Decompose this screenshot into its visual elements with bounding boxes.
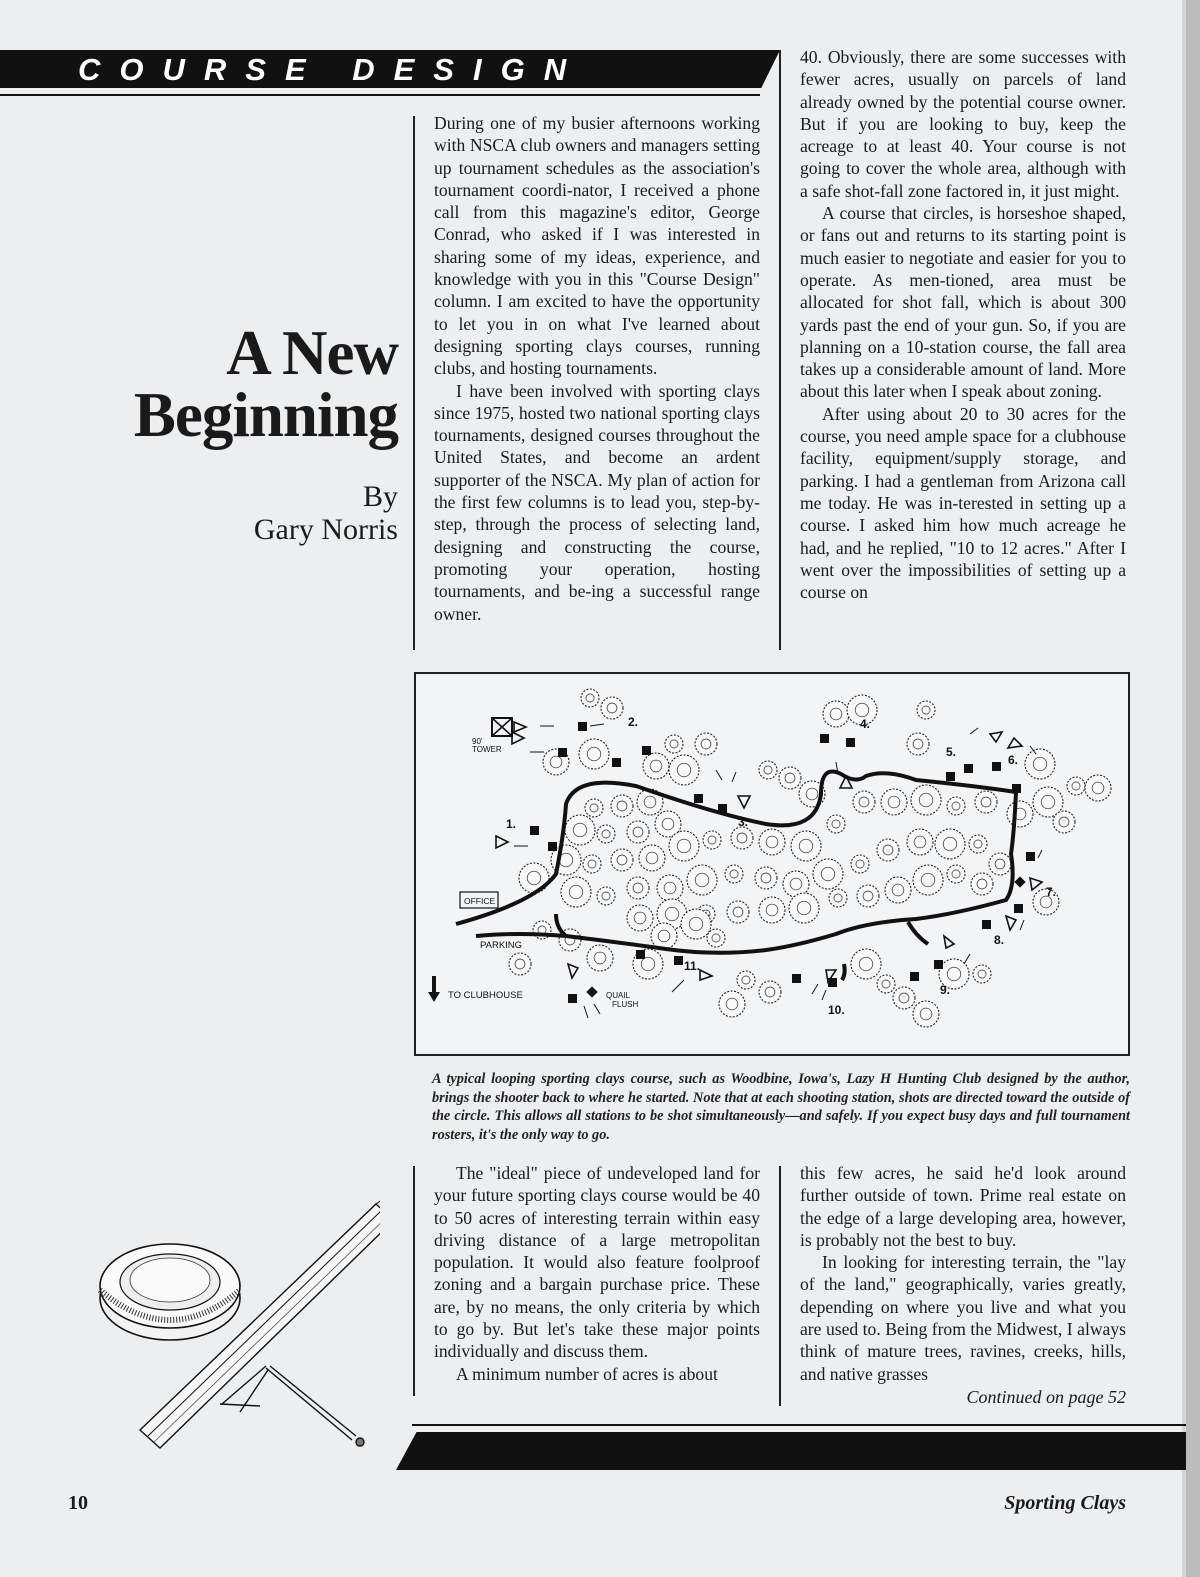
tree-icon — [913, 865, 943, 895]
paragraph: 40. Obviously, there are some successes with fewer acres, usually on parcels of land already owned by the potential course owner. But if you are looking to buy, keep the acreage to at least 40. Your course is not going to cover the whole area, although with a safe shot-fall zone factored in, it just might. — [800, 47, 1126, 201]
column-rule — [413, 116, 415, 650]
tree-icon — [947, 797, 965, 815]
station-1-label: 1. — [506, 817, 517, 831]
tree-icon — [725, 865, 743, 883]
tree-icon — [579, 739, 609, 769]
paragraph: The "ideal" piece of undeveloped land for your future sporting clays course would be 40 to 50 acres of interesting terrain within easy driving distance of a large metropolitan population. It would also feature foolproof zoning and a bargain purchase price. These are, by no means, the only criteria by which to go by. But let's take these major points individually and discuss them. — [434, 1163, 760, 1362]
station-stand — [612, 758, 621, 767]
station-stand — [1026, 852, 1035, 861]
tree-icon — [583, 855, 601, 873]
paragraph: A course that circles, is horseshoe shaped, or fans out and returns to its starting point is much easier to negotiate and easier for you to operate. As men-tioned, area must be allocated for shot fall, which is about 300 yards past the end of your gun. So, if you are planning on a 10-station course, the fall area takes up a considerable amount of land. More about this later when I speak about zoning. — [800, 203, 1126, 402]
trap-marker — [496, 836, 508, 848]
station-stand — [578, 722, 587, 731]
station-10-label: 10. — [828, 1003, 845, 1017]
station-6-label: 6. — [1008, 753, 1019, 767]
tree-icon — [565, 815, 595, 845]
paragraph: A minimum number of acres is about — [456, 1363, 718, 1384]
tree-icon — [779, 767, 801, 789]
tree-icon — [627, 877, 649, 899]
tree-icon — [727, 901, 749, 923]
page-edge — [1186, 0, 1200, 1577]
byline-author: Gary Norris — [253, 513, 398, 546]
station-stand — [934, 960, 943, 969]
station-stand — [558, 748, 567, 757]
station-9-label: 9. — [940, 983, 951, 997]
station-stand — [982, 920, 991, 929]
tree-icon — [759, 981, 781, 1003]
course-path — [842, 964, 845, 980]
trap-marker — [1030, 878, 1042, 890]
station-3-label: 3. — [738, 815, 749, 829]
paragraph: During one of my busier afternoons working with NSCA club owners and managers setting up tournament schedules as the association's tournament coordi-nator, I received a phone call from this magazine's editor, George Conrad, who asked if I was interested in sharing some of my ideas, experience, and knowledge with you in this "Course Design" column. I am excited to have the opportunity to let you in on what I've learned about designing sporting clays courses, running clubs, and hosting tournaments. — [434, 113, 760, 379]
compass — [220, 1366, 364, 1446]
tree-icon — [627, 821, 649, 843]
station-stand — [820, 734, 829, 743]
headline-line-2: Beginning — [133, 380, 398, 450]
header-rule — [0, 94, 760, 96]
tree-icon — [719, 991, 745, 1017]
course-path — [556, 914, 566, 936]
clubhouse-arrow — [428, 976, 440, 1002]
tree-icon — [789, 893, 819, 923]
station-7-label: 7. — [1046, 885, 1057, 899]
tree-icon — [935, 829, 965, 859]
article-column-1 — [434, 112, 760, 625]
figure-caption: A typical looping sporting clays course, such as Woodbine, Iowa's, Lazy H Hunting Club designed by the author, brings the shooter back to where he started. Note that at each shooting station, shots are directed toward the outside of the circle. This allows all stations to be shot simultaneously—and safely. If you expect busy days and full tournament rosters, it's the only way to go. — [432, 1071, 1130, 1143]
station-4-label: 4. — [860, 717, 871, 731]
tree-icon — [627, 905, 653, 931]
tree-icon — [587, 945, 613, 971]
tower-label: TOWER — [472, 745, 502, 754]
footer-bar — [396, 1432, 1186, 1470]
tree-icon — [911, 785, 941, 815]
tree-icon — [989, 853, 1011, 875]
station-stand — [530, 826, 539, 835]
tree-icon — [585, 799, 603, 817]
tree-icon — [703, 831, 721, 849]
page-number: 10 — [68, 1492, 88, 1514]
flush-label: FLUSH — [612, 1000, 639, 1009]
tree-icon — [823, 701, 849, 727]
tree-icon — [639, 845, 665, 871]
tree-icon — [581, 689, 599, 707]
tree-icon — [853, 791, 875, 813]
tree-icon — [759, 897, 785, 923]
tree-icon — [759, 761, 777, 779]
quail-label: QUAIL — [606, 991, 631, 1000]
tree-icon — [695, 733, 717, 755]
tree-icon — [681, 909, 711, 939]
station-stand — [946, 772, 955, 781]
trap-marker — [700, 970, 712, 980]
tree-icon — [1007, 801, 1033, 827]
tree-icon — [851, 949, 881, 979]
tree-icon — [827, 815, 845, 833]
tree-icon — [759, 829, 785, 855]
course-path — [908, 922, 928, 944]
clay-target — [100, 1244, 240, 1340]
station-stand — [792, 974, 801, 983]
station-stand — [992, 762, 1001, 771]
tree-icon — [893, 987, 915, 1009]
byline-by: By — [362, 480, 398, 513]
tree-icon — [791, 831, 821, 861]
tree-icon — [561, 877, 591, 907]
tree-icon — [737, 971, 755, 989]
tree-icon — [519, 863, 549, 893]
trap-marker — [990, 732, 1002, 742]
tree-icon — [907, 733, 929, 755]
tree-icon — [707, 929, 725, 947]
article-column-3 — [434, 1162, 760, 1385]
tower-height-label: 90' — [472, 737, 483, 746]
station-11-label: 11. — [684, 959, 701, 973]
to-clubhouse-label: TO CLUBHOUSE — [448, 990, 523, 1001]
course-map — [414, 672, 1130, 1056]
tree-icon — [601, 697, 623, 719]
clay-target-and-drafting-tools-illustration — [90, 1190, 380, 1460]
footer-rule — [412, 1424, 1186, 1426]
tree-icon — [665, 735, 683, 753]
section-title: COURSE DESIGN — [78, 52, 586, 87]
tree-icon — [913, 1001, 939, 1027]
station-5-label: 5. — [946, 745, 957, 759]
article-column-4 — [800, 1162, 1126, 1385]
trees — [509, 689, 1111, 1027]
tree-icon — [877, 975, 895, 993]
tree-icon — [917, 701, 935, 719]
tree-icon — [657, 875, 683, 901]
trap-marker — [1008, 738, 1022, 748]
station-stand — [586, 986, 597, 997]
byline — [140, 480, 398, 546]
headline — [40, 318, 398, 450]
tree-icon — [669, 831, 699, 861]
tree-icon — [1053, 811, 1075, 833]
tree-icon — [643, 753, 669, 779]
station-stand — [674, 956, 683, 965]
paragraph: After using about 20 to 30 acres for the course, you need ample space for a clubhouse facility, equipment/supply storage, and parking. I had a gentleman from Arizona call me today. He was in-terested in setting up a course. I asked him how much acreage he had, and he replied, "10 to 12 acres." After I went over the impossibilities of setting up a course on — [800, 403, 1126, 603]
tree-icon — [1085, 775, 1111, 801]
tree-icon — [971, 873, 993, 895]
tree-icon — [755, 867, 777, 889]
tree-icon — [731, 827, 753, 849]
paragraph: this few acres, he said he'd look around further outside of town. Prime real estate on the edge of a large developing area, however, is probably not the best to buy. — [800, 1163, 1126, 1250]
tree-icon — [687, 865, 717, 895]
station-stand — [964, 764, 973, 773]
trap-marker — [944, 936, 954, 948]
station-stand — [910, 972, 919, 981]
course-map-drawing — [416, 674, 1128, 1054]
paragraph: In looking for interesting terrain, the "lay of the land," geographically, varies greatly, depending on where you live and what you are used to. Being from the Midwest, I always think of mature trees, ravines, creeks, hills, and native grasses — [800, 1252, 1126, 1384]
continued-note: Continued on page 52 — [966, 1387, 1126, 1407]
station-2-label: 2. — [628, 715, 639, 729]
tree-icon — [1025, 749, 1055, 779]
tree-icon — [907, 829, 933, 855]
tree-icon — [877, 839, 899, 861]
station-stand — [718, 804, 727, 813]
tree-icon — [973, 965, 991, 983]
tree-icon — [597, 887, 615, 905]
station-stand — [1014, 876, 1025, 887]
trap-marker — [738, 796, 750, 808]
station-stand — [846, 738, 855, 747]
tree-icon — [597, 825, 615, 843]
tree-icon — [969, 835, 987, 853]
station-stand — [694, 794, 703, 803]
tree-icon — [611, 795, 633, 817]
station-stand — [642, 746, 651, 755]
tree-icon — [947, 865, 965, 883]
tree-icon — [813, 859, 843, 889]
tree-icon — [669, 755, 699, 785]
column-rule — [779, 1166, 781, 1406]
tree-icon — [857, 885, 879, 907]
article-column-2 — [800, 46, 1126, 603]
tree-icon — [829, 889, 847, 907]
tree-icon — [1067, 777, 1085, 795]
tree-icon — [881, 789, 907, 815]
tree-icon — [509, 953, 531, 975]
station-stand — [548, 842, 557, 851]
station-stand — [1014, 904, 1023, 913]
column-rule — [779, 50, 781, 650]
tree-icon — [611, 849, 633, 871]
tree-icon — [651, 923, 677, 949]
tree-icon — [975, 791, 997, 813]
tree-icon — [851, 855, 869, 873]
paragraph: I have been involved with sporting clays since 1975, hosted two national sporting clays tournaments, designed courses throughout the United States, and become an ardent supporter of the NSCA. My plan of action for the first few columns is to lead you, step-by-step, through the process of selecting land, designing and constructing the course, promoting your operation, hosting tournaments, and be-ing a successful range owner. — [434, 380, 760, 624]
station-stand — [1012, 784, 1021, 793]
trap-marker — [568, 964, 578, 978]
headline-line-1: A New — [226, 318, 398, 388]
station-stand — [636, 950, 645, 959]
magazine-name: Sporting Clays — [1004, 1492, 1126, 1514]
station-8-label: 8. — [994, 933, 1005, 947]
trap-marker — [1006, 916, 1016, 930]
tree-icon — [885, 877, 911, 903]
office-label: OFFICE — [464, 896, 496, 906]
column-rule — [413, 1166, 415, 1396]
trap-marker — [512, 732, 524, 744]
parking-label: PARKING — [480, 940, 523, 951]
station-stand — [568, 994, 577, 1003]
tower — [492, 718, 526, 736]
